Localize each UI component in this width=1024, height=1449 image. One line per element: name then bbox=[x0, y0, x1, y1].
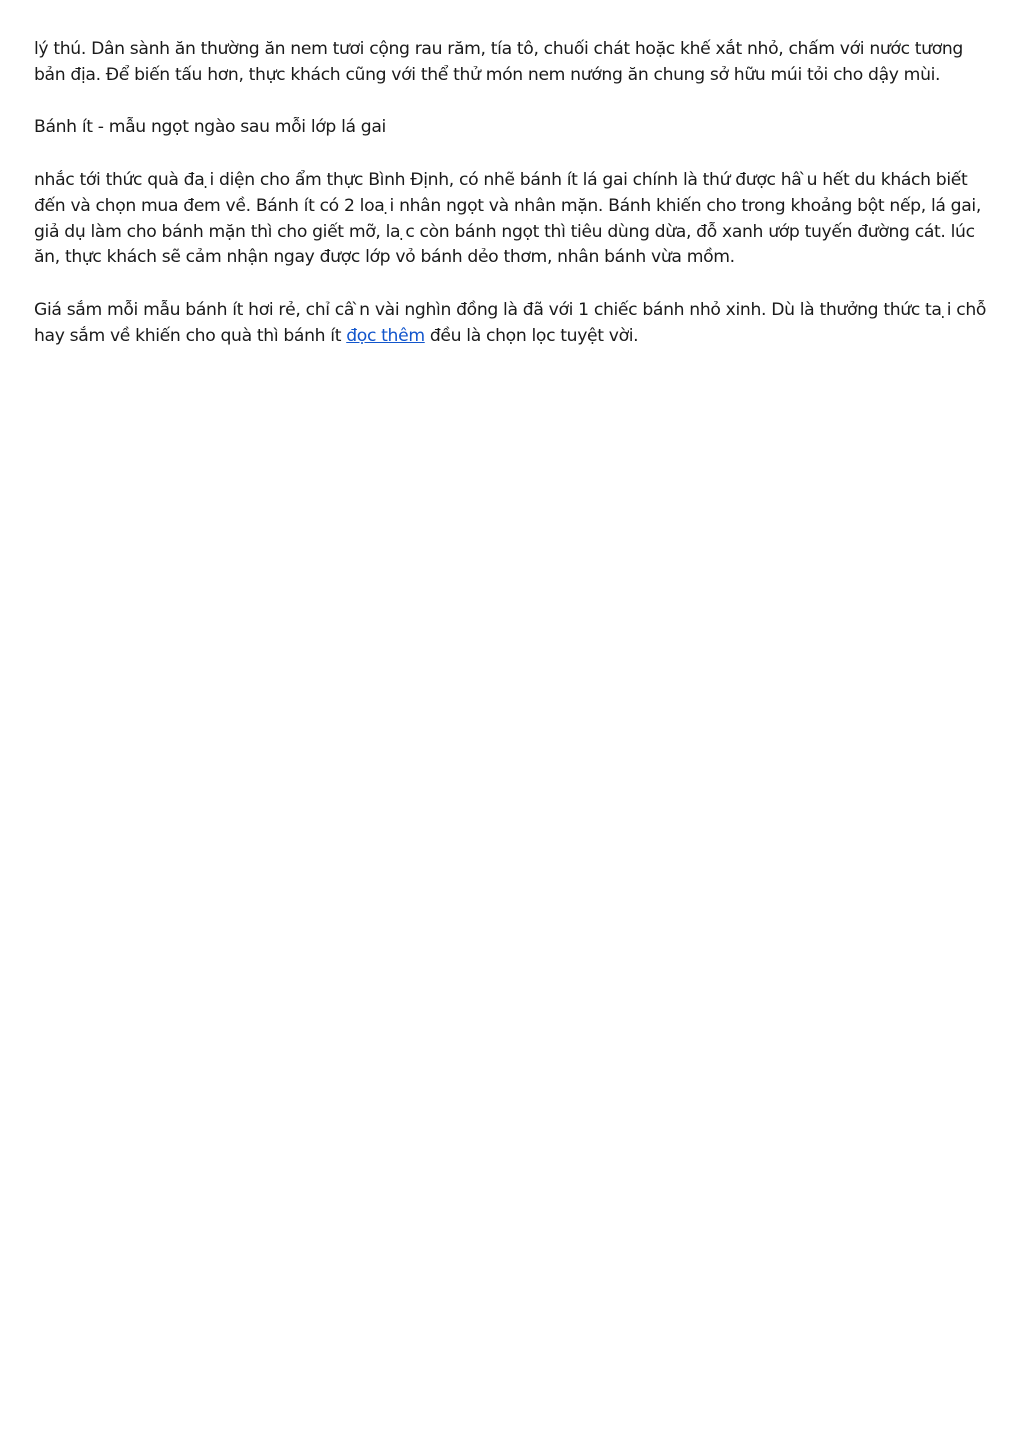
paragraph-nem-description: lý thú. Dân sành ăn thường ăn nem tươi cộng rau răm, tía tô, chuối chát hoặc khế xắt nhỏ, chấm với nước tương bản địa. Để biến tấu hơn, thực khách cũng với thể thử món nem nướng ăn chung sở hữu múi tỏi cho dậy mùi. bbox=[34, 39, 963, 85]
read-more-link[interactable]: đọc thêm bbox=[346, 325, 425, 346]
paragraph-banh-it-price bbox=[34, 298, 994, 349]
paragraph-banh-it-description: nhắc tới thức quà đa ̣i diện cho ẩm thực Bình Định, có nhẽ bánh ít lá gai chính là thứ được hâ ̀u hết du khách biết đến và chọn mua đem về. Bánh ít có 2 loa ̣i nhân ngọt và nhân mặn. Bánh khiến cho trong khoảng bột nếp, lá gai, giả dụ làm cho bánh mặn thì cho giết mỡ, la ̣c còn bánh ngọt thì tiêu dùng dừa, đỗ xanh ướp tuyến đường cát. lúc ăn, thực khách sẽ cảm nhận ngay được lớp vỏ bánh dẻo thơm, nhân bánh vừa mồm. bbox=[34, 170, 981, 268]
paragraph-text-before-link: Giá sắm mỗi mẫu bánh ít hơi rẻ, chỉ câ ̀n vài nghìn đồng là đã với 1 chiếc bánh nhỏ xinh. Dù là thưởng thức ta ̣i chỗ hay sắm về khiến cho quà thì bánh ít bbox=[34, 299, 987, 346]
section-heading-banh-it: Bánh ít - mẫu ngọt ngào sau mỗi lớp lá gai bbox=[34, 117, 386, 138]
document-body bbox=[34, 37, 994, 376]
paragraph-text-after-link: đều là chọn lọc tuyệt vời. bbox=[424, 325, 639, 346]
